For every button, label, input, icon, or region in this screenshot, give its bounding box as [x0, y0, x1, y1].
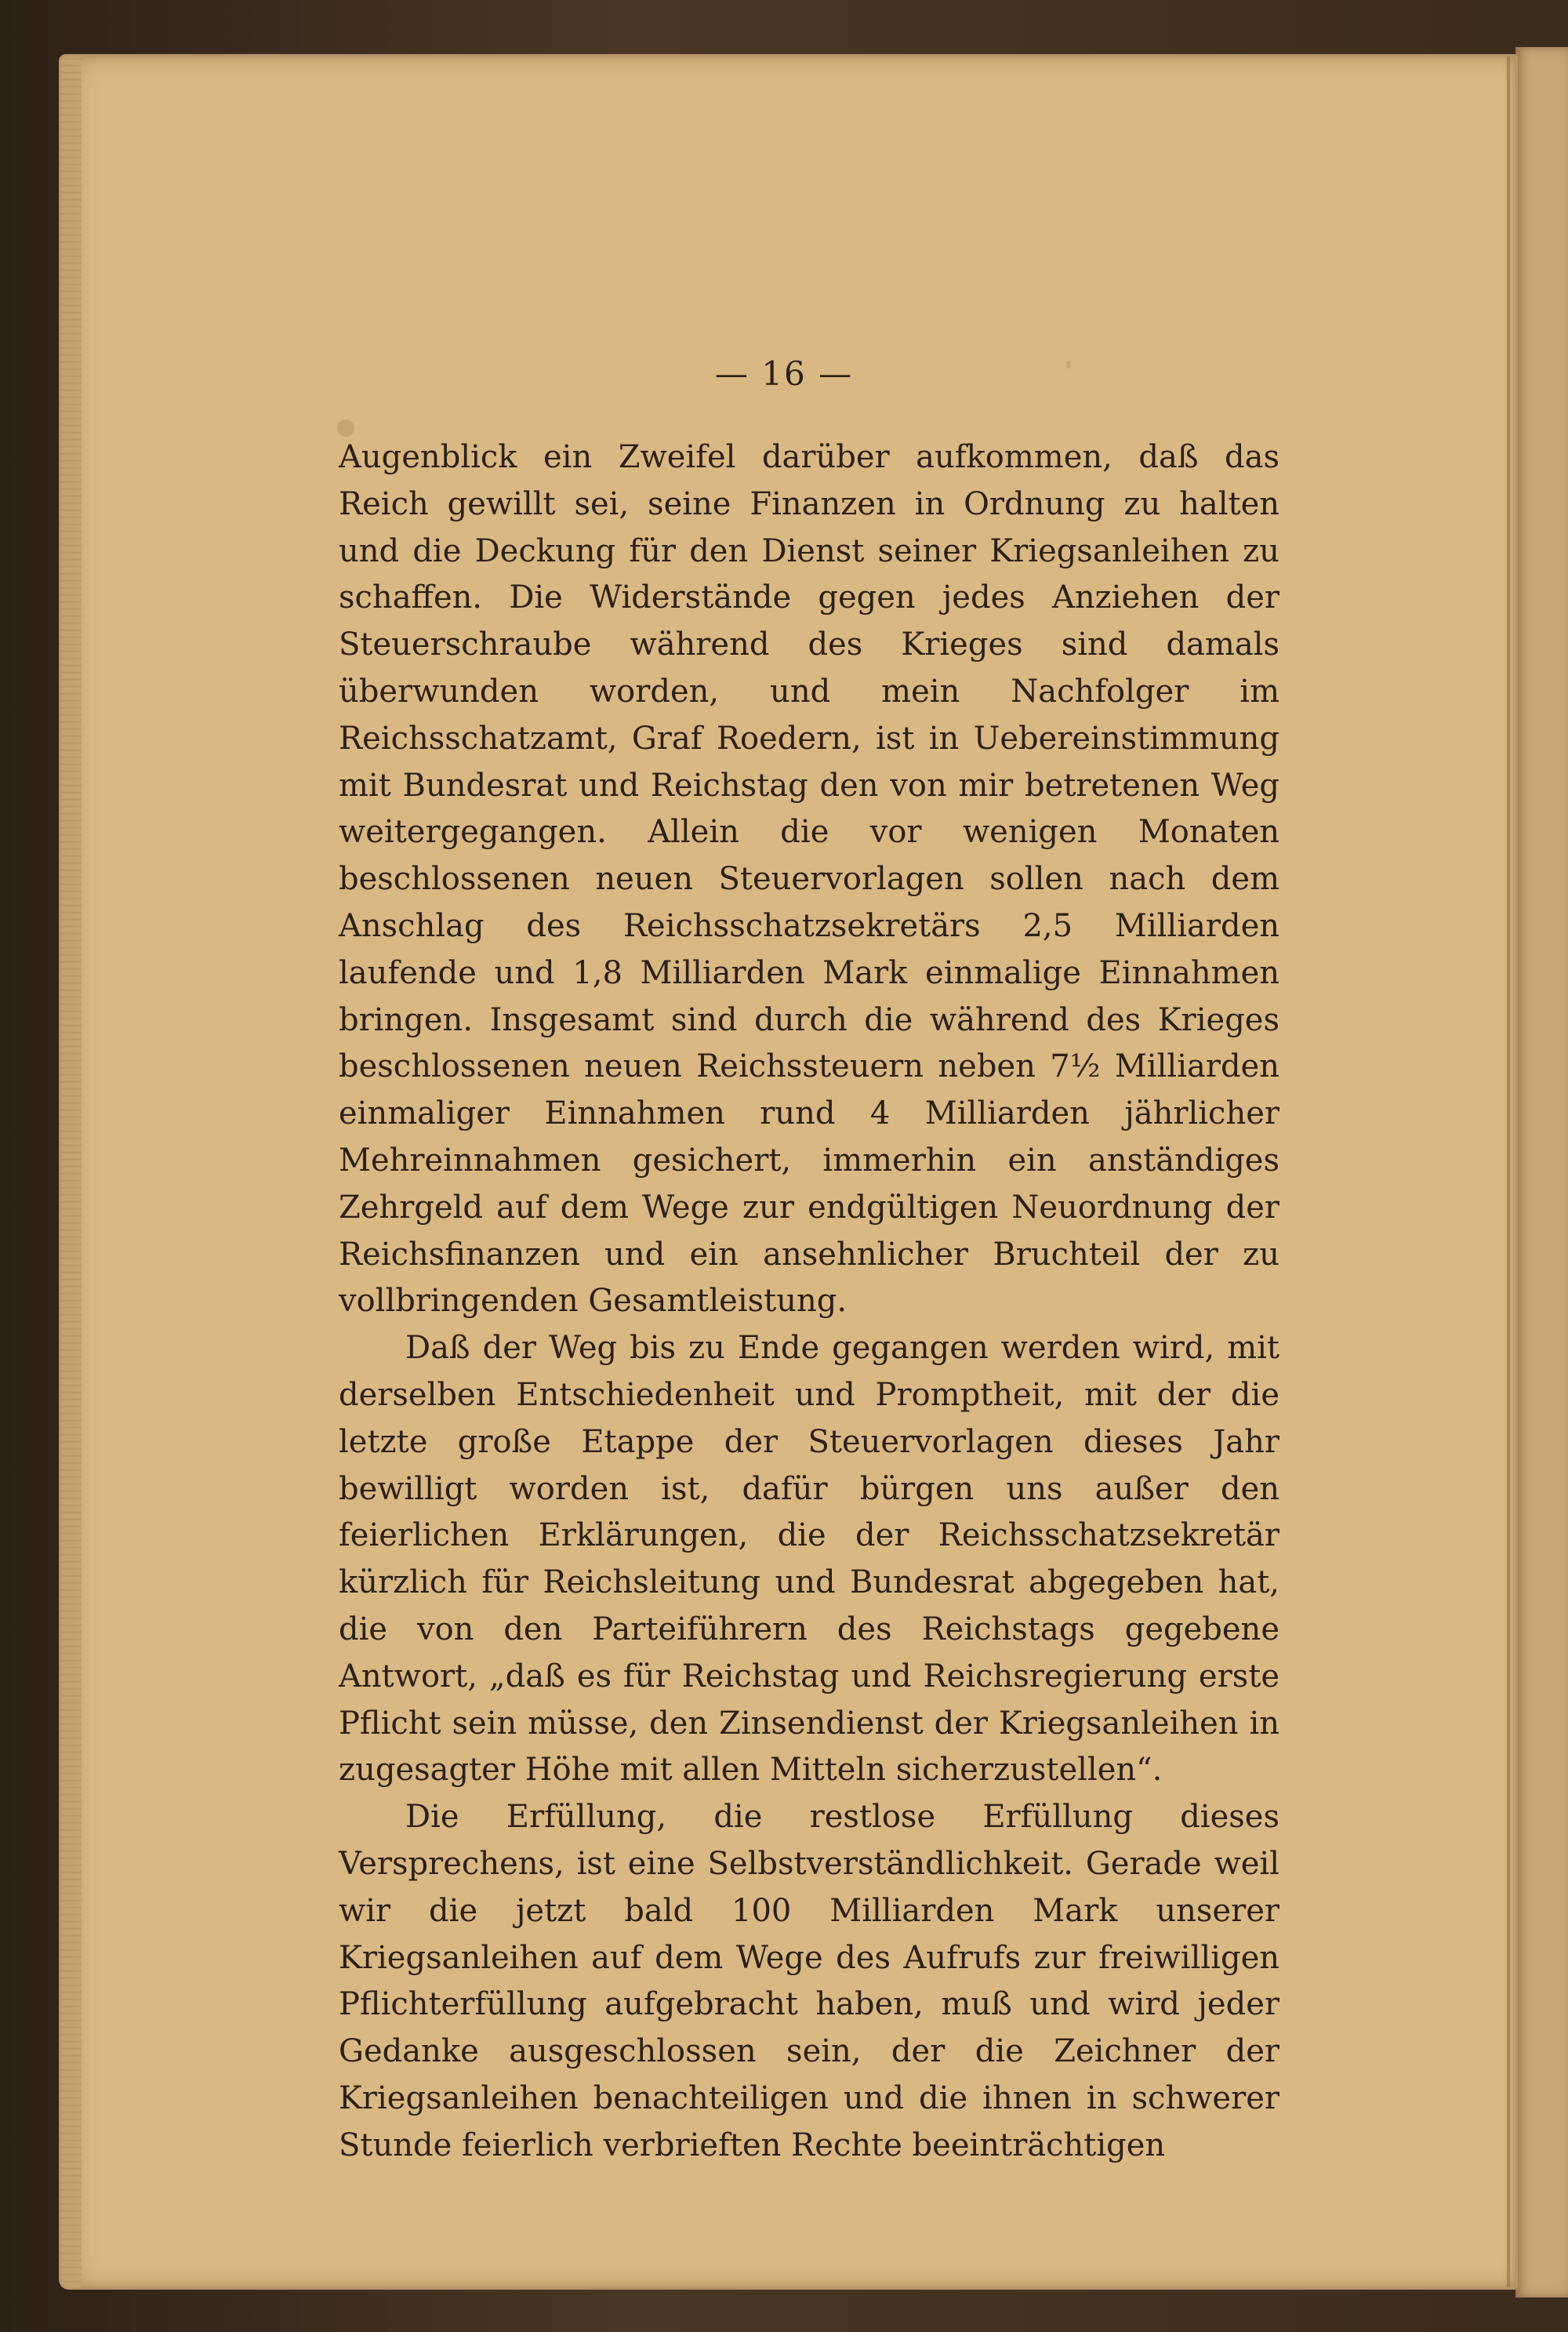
page-number: — 16 —	[714, 354, 854, 393]
paragraph-1: Augenblick ein Zweifel darüber aufkommen, daß das Reich gewillt sei, seine Finanzen in Ordnung zu halten und die Deckung für den Dienst seiner Kriegsanleihen zu schaffen. Die Widerstände gegen jedes Anziehen der Steuerschraube während des Krieges sind damals überwunden worden, und mein Nachfolger im Reichsschatzamt, Graf Roedern, ist in Uebereinstimmung mit Bundesrat und Reichstag den von mir betretenen Weg weitergegangen. Allein die vor wenigen Monaten beschlossenen neuen Steuervorlagen sollen nach dem Anschlag des Reichsschatzsekretärs 2,5 Milliarden laufende und 1,8 Milliarden Mark einmalige Einnahmen bringen. Insgesamt sind durch die während des Krieges beschlossenen neuen Reichssteuern neben 7½ Milliarden einmaliger Einnahmen rund 4 Milliarden jährlicher Mehreinnahmen gesichert, immerhin ein anständiges Zehrgeld auf dem Wege zur endgültigen Neuordnung der Reichsfinanzen und ein ansehnlicher Bruchteil der zu vollbringenden Gesamtleistung.	[339, 439, 1279, 1320]
body-text	[339, 434, 1279, 2169]
paragraph-3: Die Erfüllung, die restlose Erfüllung dieses Versprechens, ist eine Selbstverständlichkeit. Gerade weil wir die jetzt bald 100 Milliarden Mark unserer Kriegsanleihen auf dem Wege des Aufrufs zur freiwilligen Pflichterfüllung aufgebracht haben, muß und wird jeder Gedanke ausgeschlossen sein, der die Zeichner der Kriegsanleihen benachteiligen und die ihnen in schwerer Stunde feierlich verbrieften Rechte beeinträchtigen	[339, 1799, 1279, 2163]
paragraph-2: Daß der Weg bis zu Ende gegangen werden wird, mit derselben Entschiedenheit und Promptheit, mit der die letzte große Etappe der Steuervorlagen dieses Jahr bewilligt worden ist, dafür bürgen uns außer den feierlichen Erklärungen, die der Reichsschatzsekretär kürzlich für Reichsleitung und Bundesrat abgegeben hat, die von den Parteiführern des Reichstags gegebene Antwort, „daß es für Reichstag und Reichsregierung erste Pflicht sein müsse, den Zinsendienst der Kriegsanleihen in zugesagter Höhe mit allen Mitteln sicherzustellen“.	[339, 1330, 1279, 1789]
